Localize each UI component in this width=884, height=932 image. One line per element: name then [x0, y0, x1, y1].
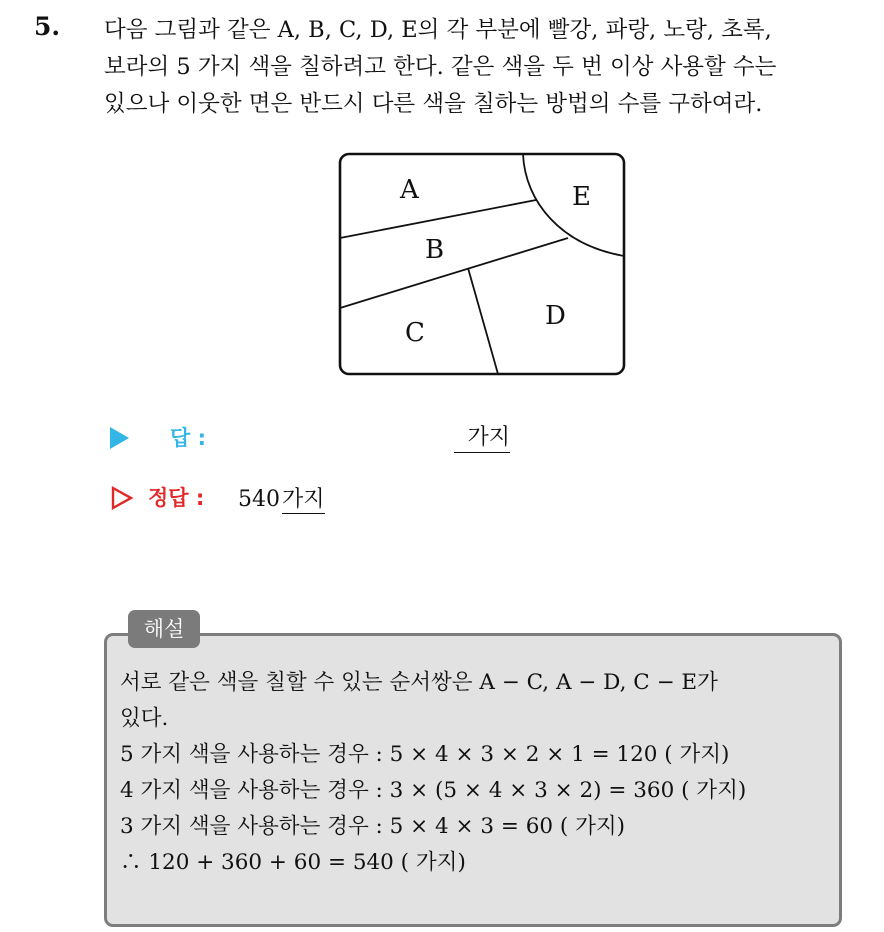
correct-answer-number: 540 — [238, 487, 280, 512]
explanation-line: 5 가지 색을 사용하는 경우 : 5 × 4 × 3 × 2 × 1 = 120 ( 가지) — [120, 742, 730, 767]
explanation-line: 있다. — [120, 706, 169, 731]
problem-text — [104, 12, 874, 123]
region-label-e: E — [572, 182, 591, 212]
problem-number: 5. — [34, 12, 61, 41]
explanation-tab: 해설 — [128, 610, 200, 648]
answer-blank[interactable]: 가지 — [454, 420, 510, 453]
explanation-text — [120, 665, 840, 881]
explanation-line: 서로 같은 색을 칠할 수 있는 순서쌍은 A − C, A − D, C − E가 — [120, 670, 718, 695]
explanation-line: 3 가지 색을 사용하는 경우 : 5 × 4 × 3 = 60 ( 가지) — [120, 814, 626, 839]
outline-triangle-icon — [110, 485, 134, 511]
problem-line: 다음 그림과 같은 A, B, C, D, E의 각 부분에 빨강, 파랑, 노랑, 초록, — [104, 17, 772, 43]
correct-answer-unit: 가지 — [282, 487, 325, 512]
region-diagram — [336, 150, 628, 378]
region-label-d: D — [545, 301, 566, 331]
region-label-a: A — [400, 175, 419, 205]
explanation-line: 4 가지 색을 사용하는 경우 : 3 × (5 × 4 × 3 × 2) = 360 ( 가지) — [120, 778, 747, 803]
answer-label: 답 : — [170, 426, 206, 450]
problem-line: 보라의 5 가지 색을 칠하려고 한다. 같은 색을 두 번 이상 사용할 수는 — [104, 54, 777, 80]
problem-line: 있으나 이웃한 면은 반드시 다른 색을 칠하는 방법의 수를 구하여라. — [104, 91, 763, 117]
play-triangle-icon — [110, 427, 129, 449]
region-label-c: C — [405, 318, 425, 348]
correct-answer-value — [238, 482, 325, 513]
explanation-line: ∴ 120 + 360 + 60 = 540 ( 가지) — [120, 850, 466, 875]
correct-answer-label: 정답 : — [148, 486, 205, 510]
region-figure — [336, 150, 628, 378]
region-label-b: B — [425, 235, 445, 265]
